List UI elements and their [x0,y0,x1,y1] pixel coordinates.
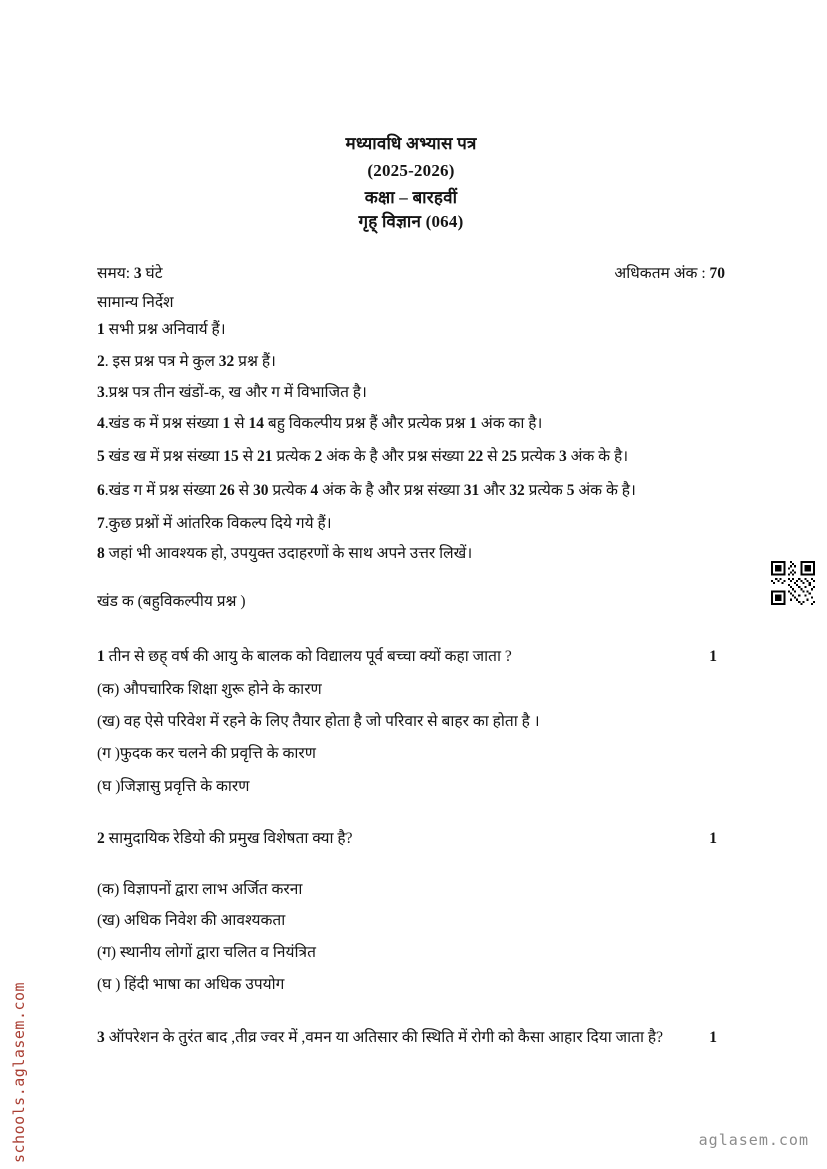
question-1-option-c: (ग )फुदक कर चलने की प्रवृत्ति के कारण [97,745,316,762]
question-3-text: 3 ऑपरेशन के तुरंत बाद ,तीव्र ज्वर में ,वमन या अतिसार की स्थिति में रोगी को कैसा आहार दिया जाता है? [97,1029,663,1046]
paper-title: मध्यावधि अभ्यास पत्र [345,134,477,153]
section-a-heading: खंड क (बहुविकल्पीय प्रश्न ) [97,593,246,610]
paper-class: कक्षा – बारहवीं [364,188,458,207]
maximum-marks: अधिकतम अंक : 70 [614,265,725,282]
instruction-item: 6.खंड ग में प्रश्न संख्या 26 से 30 प्रत्येक 4 अंक के है और प्रश्न संख्या 31 और 32 प्रत्येक 5 अंक के है। [97,482,636,499]
instruction-item: 7.कुछ प्रश्नों में आंतरिक विकल्प दिये गये हैं। [97,515,332,532]
instruction-item: 4.खंड क में प्रश्न संख्या 1 से 14 बहु विकल्पीय प्रश्न हैं और प्रत्येक प्रश्न 1 अंक का है। [97,415,543,432]
question-3-marks: 1 [709,1029,717,1046]
meta-row [97,264,725,284]
instruction-item: 5 खंड ख में प्रश्न संख्या 15 से 21 प्रत्येक 2 अंक के है और प्रश्न संख्या 22 से 25 प्रत्येक 3 अंक के है। [97,448,629,465]
question-2-marks: 1 [709,830,717,847]
question-2-text: 2 सामुदायिक रेडियो की प्रमुख विशेषता क्या है? [97,830,353,847]
question-2-option-c: (ग) स्थानीय लोगों द्वारा चलित व नियंत्रित [97,944,316,961]
instruction-item: 3.प्रश्न पत्र तीन खंडों-क, ख और ग में विभाजित है। [97,384,367,401]
question-1 [97,647,717,667]
time-allowed: समय: 3 घंटे [97,265,163,282]
question-1-option-b: (ख) वह ऐसे परिवेश में रहने के लिए तैयार होता है जो परिवार से बाहर का होता है । [97,713,540,730]
question-3 [97,1028,717,1048]
question-1-option-a: (क) औपचारिक शिक्षा शुरू होने के कारण [97,681,322,698]
question-2 [97,829,717,849]
left-vertical-watermark: schools.aglasem.com [10,981,28,1163]
question-1-marks: 1 [709,648,717,665]
instruction-item: 2. इस प्रश्न पत्र मे कुल 32 प्रश्न हैं। [97,353,276,370]
paper-session: (2025-2026) [367,161,455,180]
instruction-item: 8 जहां भी आवश्यक हो, उपयुक्त उदाहरणों के साथ अपने उत्तर लिखें। [97,545,473,562]
instructions-heading: सामान्य निर्देश [97,294,174,311]
question-2-option-d: (घ ) हिंदी भाषा का अधिक उपयोग [97,976,285,993]
qr-code-icon [771,561,815,605]
paper-subject: गृह् विज्ञान (064) [358,212,464,231]
question-1-text: 1 तीन से छह् वर्ष की आयु के बालक को विद्यालय पूर्व बच्चा क्यों कहा जाता ? [97,648,512,665]
question-2-option-a: (क) विज्ञापनों द्वारा लाभ अर्जित करना [97,881,303,898]
bottom-right-watermark: aglasem.com [698,1131,809,1149]
question-1-option-d: (घ )जिज्ञासु प्रवृत्ति के कारण [97,778,250,795]
instruction-item: 1 सभी प्रश्न अनिवार्य हैं। [97,321,226,338]
question-2-option-b: (ख) अधिक निवेश की आवश्यकता [97,912,286,929]
